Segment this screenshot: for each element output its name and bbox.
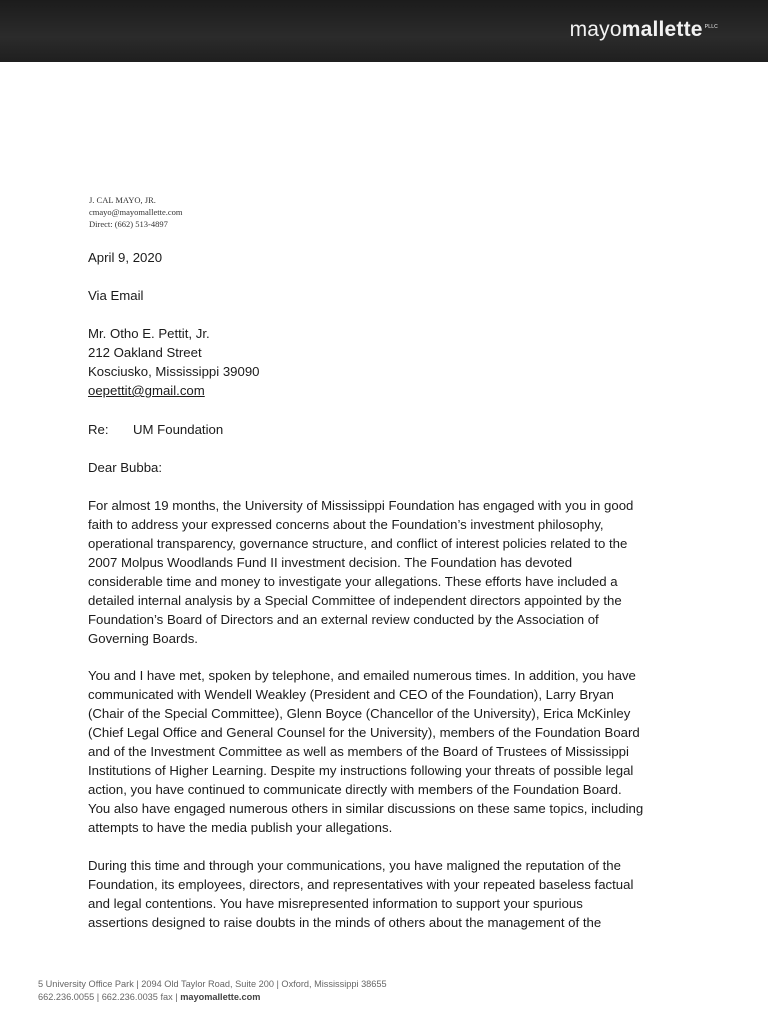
- footer-address: 5 University Office Park | 2094 Old Taylor Road, Suite 200 | Oxford, Mississippi 38655: [38, 979, 387, 989]
- paragraph-line: and of the Investment Committee as well as members of the Board of Trustees of Mississippi: [88, 744, 629, 759]
- sender-email: cmayo@mayomallette.com: [89, 207, 183, 217]
- paragraph-line: Institutions of Higher Learning. Despite my instructions following your threats of possible legal: [88, 763, 634, 778]
- logo-bold-text: mallette: [621, 18, 703, 41]
- paragraph-line: operational transparency, governance structure, and conflict of interest policies related to the: [88, 536, 628, 551]
- letter-date: [88, 248, 688, 267]
- sender-direct-phone: Direct: (662) 513-4897: [89, 219, 168, 229]
- re-label: Re:: [88, 422, 109, 437]
- paragraph-line: For almost 19 months, the University of Mississippi Foundation has engaged with you in good: [88, 498, 634, 513]
- recipient-address: [88, 324, 688, 400]
- paragraph-line: (Chief Legal Office and General Counsel for the University), members of the Foundation Board: [88, 725, 640, 740]
- firm-logo: [570, 18, 718, 42]
- footer-website-link[interactable]: mayomallette.com: [180, 992, 261, 1002]
- salutation-text: Dear Bubba:: [88, 460, 163, 475]
- sender-block: [89, 194, 183, 230]
- letterhead-footer: [38, 978, 387, 1004]
- paragraph-line: communicated with Wendell Weakley (President and CEO of the Foundation), Larry Bryan: [88, 687, 614, 702]
- paragraph-line: You also have engaged numerous others in similar discussions on these same topics, including: [88, 801, 644, 816]
- letterhead-bar: [0, 0, 768, 62]
- logo-suffix: PLLC: [704, 24, 718, 30]
- footer-phones: 662.236.0055 | 662.236.0035 fax |: [38, 992, 181, 1002]
- body-paragraph-2: [88, 666, 688, 837]
- paragraph-line: action, you have continued to communicate directly with members of the Foundation Board.: [88, 782, 622, 797]
- paragraph-line: Foundation, its employees, directors, and representatives with your repeated baseless factual: [88, 877, 634, 892]
- paragraph-line: 2007 Molpus Woodlands Fund II investment decision. The Foundation has devoted: [88, 555, 573, 570]
- paragraph-line: and legal contentions. You have misrepresented information to support your spurious: [88, 896, 583, 911]
- paragraph-line: detailed internal analysis by a Special Committee of independent directors appointed by the: [88, 593, 622, 608]
- delivery-method: [88, 286, 688, 305]
- paragraph-line: attempts to have the media publish your allegations.: [88, 820, 393, 835]
- paragraph-line: During this time and through your communications, you have maligned the reputation of the: [88, 858, 621, 873]
- paragraph-line: assertions designed to raise doubts in the minds of others about the management of the: [88, 915, 602, 930]
- recipient-name: Mr. Otho E. Pettit, Jr.: [88, 326, 210, 341]
- paragraph-line: Governing Boards.: [88, 631, 198, 646]
- recipient-email-link[interactable]: oepettit@gmail.com: [88, 383, 205, 398]
- recipient-street: 212 Oakland Street: [88, 345, 202, 360]
- paragraph-line: (Chair of the Special Committee), Glenn Boyce (Chancellor of the University), Erica McKinley: [88, 706, 631, 721]
- paragraph-line: considerable time and money to investigate your allegations. These efforts have included a: [88, 574, 618, 589]
- recipient-city: Kosciusko, Mississippi 39090: [88, 364, 260, 379]
- via-text: Via Email: [88, 288, 144, 303]
- body-paragraph-1: [88, 496, 688, 648]
- salutation: [88, 458, 688, 477]
- paragraph-line: You and I have met, spoken by telephone, and emailed numerous times. In addition, you have: [88, 668, 636, 683]
- logo-light-text: mayo: [569, 18, 622, 41]
- subject-line: [88, 420, 688, 439]
- re-subject: UM Foundation: [133, 422, 224, 437]
- date-text: April 9, 2020: [88, 250, 163, 265]
- body-paragraph-3: [88, 856, 688, 932]
- paragraph-line: faith to address your expressed concerns about the Foundation’s investment philosophy,: [88, 517, 604, 532]
- sender-name: J. CAL MAYO, JR.: [89, 195, 156, 205]
- paragraph-line: Foundation’s Board of Directors and an external review conducted by the Association of: [88, 612, 599, 627]
